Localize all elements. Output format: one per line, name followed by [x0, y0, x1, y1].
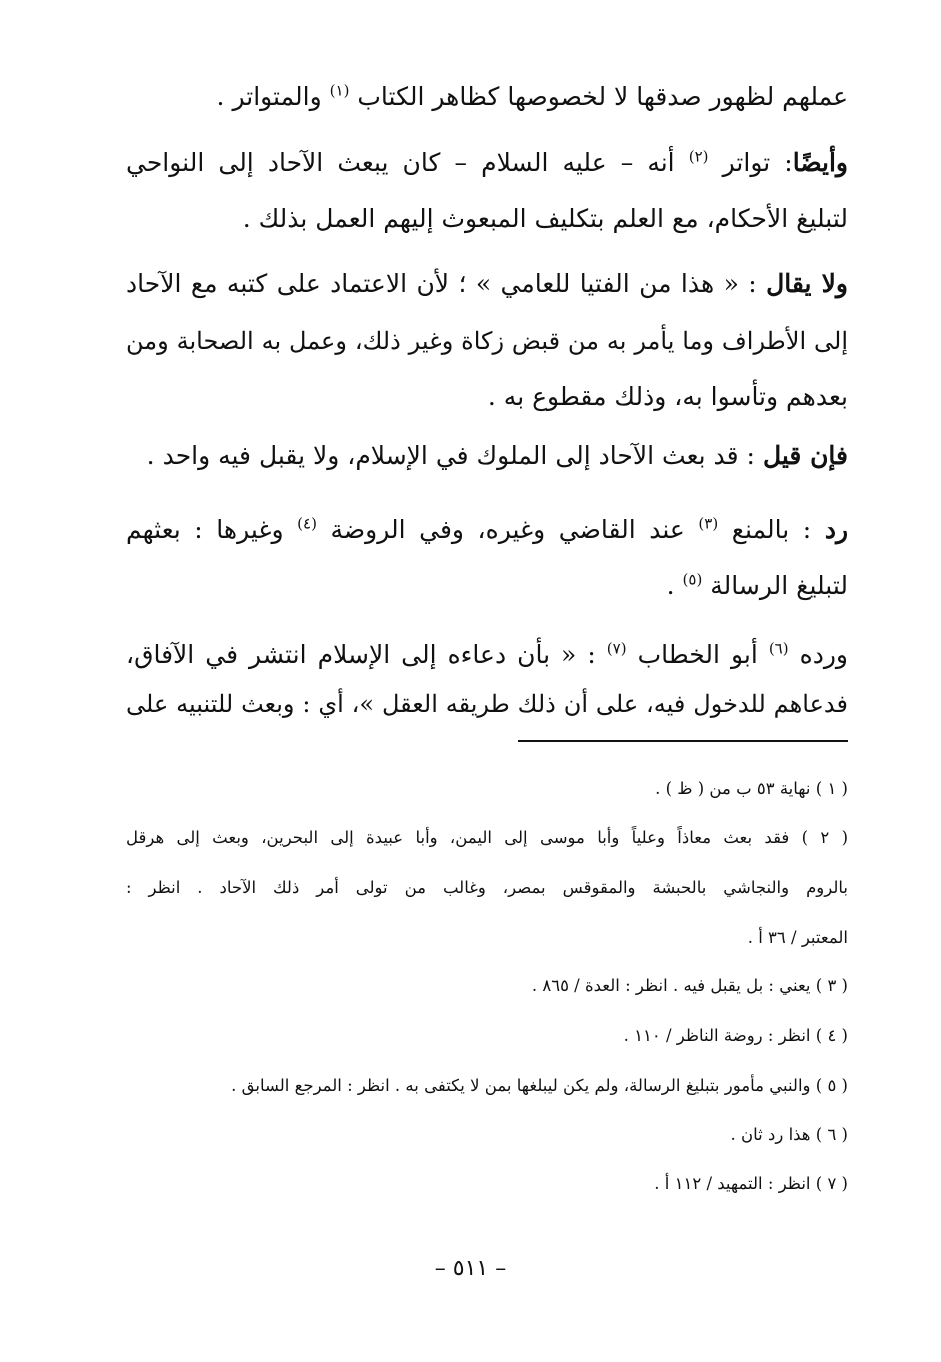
footnote-line: ( ٣ ) يعني : بل يقبل فيه . انظر : العدة / ٨٦٥ .: [531, 976, 848, 995]
footnote-line: ( ٥ ) والنبي مأمور بتبليغ الرسالة، ولم يكن ليبلغها بمن لا يكتفى به . انظر : المرجع السابق .: [231, 1076, 848, 1095]
body-line: إلى الأطراف وما يأمر به من قبض زكاة وغير ذلك، وعمل به الصحابة ومن: [126, 327, 848, 355]
page-number: – ٥١١ –: [434, 1256, 507, 1281]
body-line: ولا يقال : « هذا من الفتيا للعامي » ؛ لأن الاعتماد على كتبه مع الآحاد: [126, 269, 849, 298]
body-line: فإن قيل : قد بعث الآحاد إلى الملوك في الإسلام، ولا يقبل فيه واحد .: [146, 441, 848, 470]
body-line: فدعاهم للدخول فيه، على أن ذلك طريقه العقل »، أي : وبعث للتنبيه على: [126, 690, 848, 718]
paragraph-lead: وأيضًا: [792, 148, 848, 177]
body-line: لتبليغ الرسالة $^{(٥)}$ .: [666, 570, 848, 600]
body-line: عملهم لظهور صدقها لا لخصوصها كظاهر الكتاب $^{(١)}$ والمتواتر .: [216, 81, 848, 111]
footnote-line: ( ٧ ) انظر : التمهيد / ١١٢ أ .: [654, 1174, 848, 1193]
body-line: بعدهم وتأسوا به، وذلك مقطوع به .: [487, 382, 848, 411]
footnote-line: ( ٤ ) انظر : روضة الناظر / ١١٠ .: [623, 1026, 848, 1045]
paragraph-lead: فإن قيل: [762, 441, 848, 470]
paragraph-lead: ولا يقال: [766, 269, 849, 298]
body-line: ورده $^{(٦)}$ أبو الخطاب $^{(٧)}$ : « بأن دعاءه إلى الإسلام انتشر في الآفاق،: [126, 639, 848, 669]
footnote-line: المعتبر / ٣٦ أ .: [747, 928, 848, 947]
body-line: وأيضًا: تواتر $^{(٢)}$ أنه – عليه السلام – كان يبعث الآحاد إلى النواحي: [126, 147, 848, 177]
body-line: رد : بالمنع $^{(٣)}$ عند القاضي وغيره، وفي الروضة $^{(٤)}$ وغيرها : بعثهم: [126, 514, 849, 544]
body-line: لتبليغ الأحكام، مع العلم بتكليف المبعوث إليهم العمل بذلك .: [242, 204, 848, 233]
footnote-line: ( ١ ) نهاية ٥٣ ب من ( ظ ) .: [655, 779, 848, 798]
paragraph-lead: رد: [824, 515, 849, 544]
footnote-line: ( ٦ ) هذا رد ثان .: [730, 1125, 848, 1144]
footnote-separator: [518, 740, 848, 742]
footnote-line: بالروم والنجاشي بالحبشة والمقوقس بمصر، وغالب من تولى أمر ذلك الآحاد . انظر :: [126, 878, 848, 897]
footnote-line: ( ٢ ) فقد بعث معاذاً وعلياً وأبا موسى إلى اليمن، وأبا عبيدة إلى البحرين، وبعث إلى هرقل: [126, 828, 849, 847]
